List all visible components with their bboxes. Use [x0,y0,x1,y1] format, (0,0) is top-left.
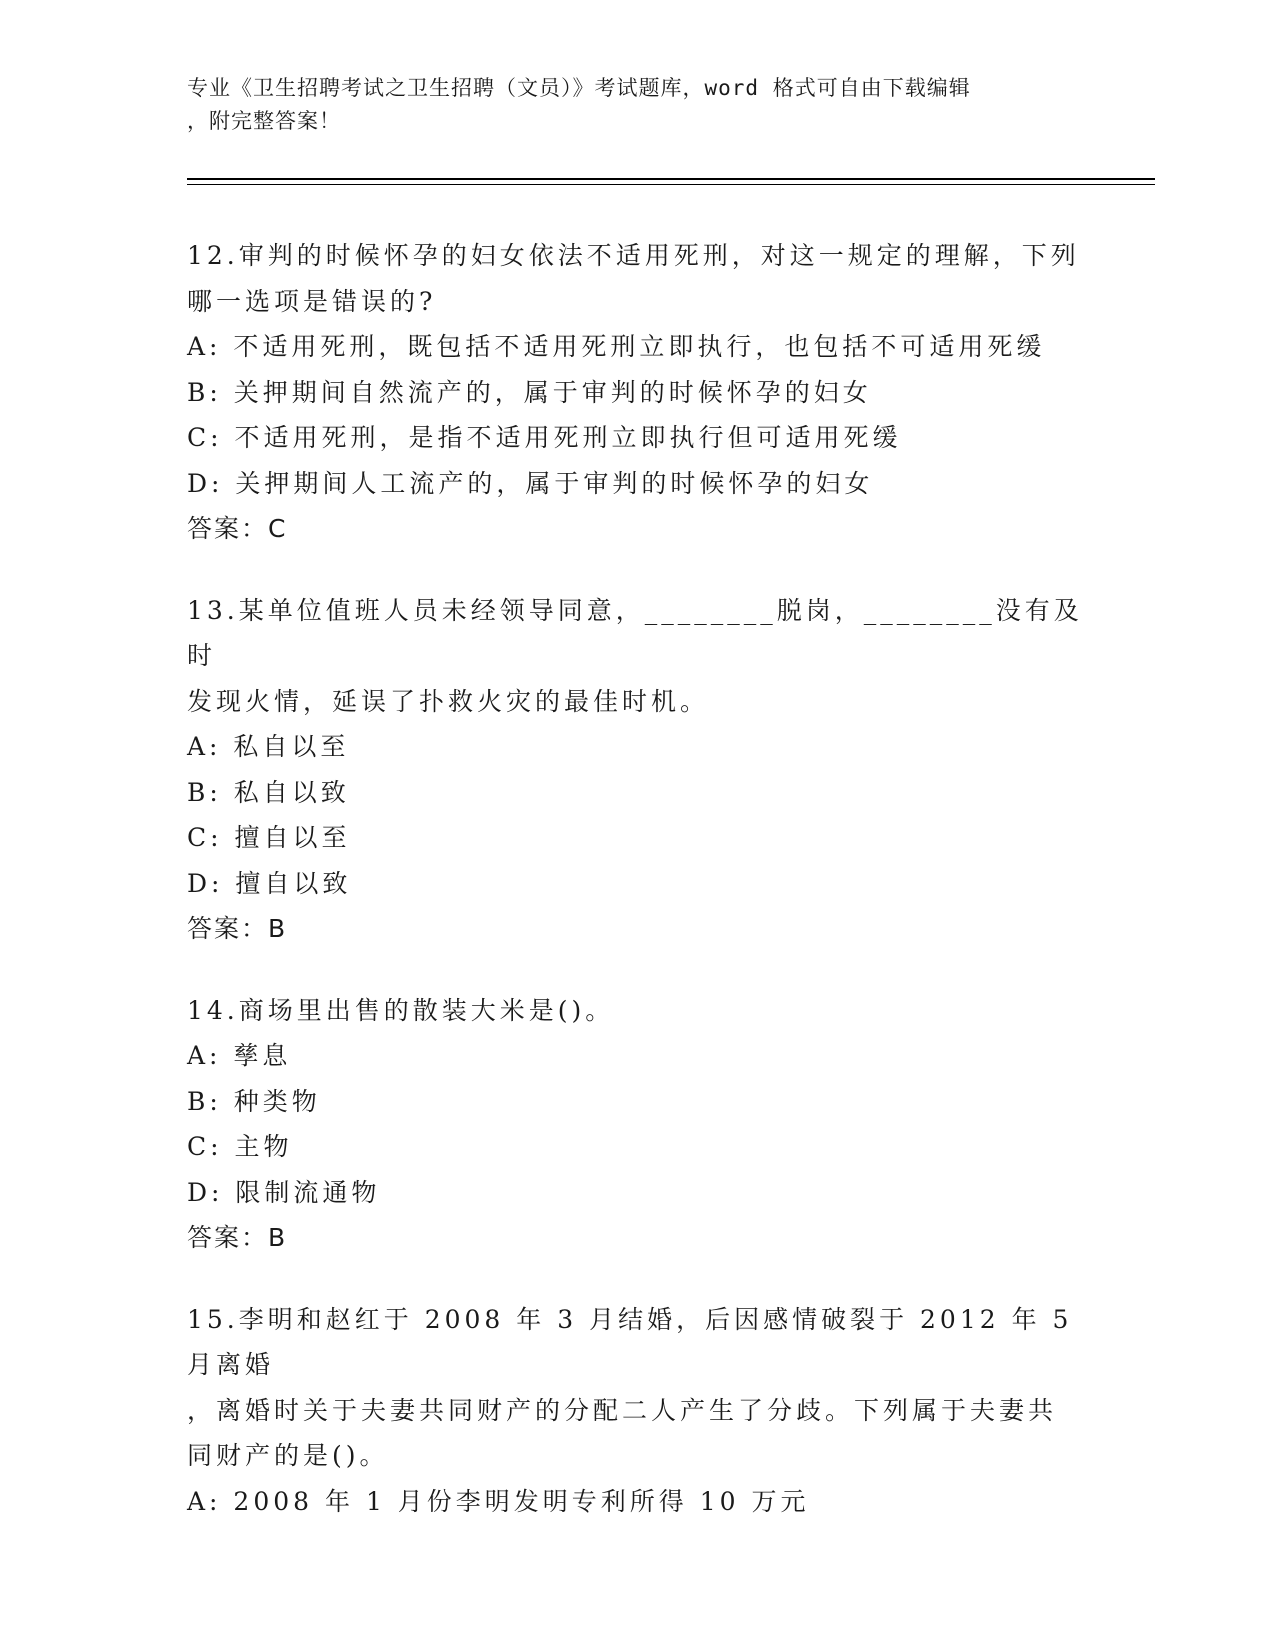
question-text-line: 发现火情，延误了扑救火灾的最佳时机。 [187,686,710,716]
option-d: D: 限制流通物 [187,1177,381,1207]
question-14 [187,988,1087,1261]
option-c: C: 不适用死刑，是指不适用死刑立即执行但可适用死缓 [187,423,902,452]
header-divider-thin [187,184,1155,185]
option-b: B: 私自以致 [187,777,350,807]
question-text-line: 同财产的是()。 [187,1441,389,1470]
option-a: A: 2008 年 1 月份李明发明专利所得 10 万元 [187,1486,810,1516]
option-c: C: 主物 [187,1132,293,1161]
option-a: A: 孳息 [187,1041,292,1070]
answer-label: 答案：C [187,514,288,543]
option-a: A: 私自以至 [187,732,350,761]
option-a: A: 不适用死刑，既包括不适用死刑立即执行，也包括不可适用死缓 [187,332,1046,361]
question-text-line: 14.商场里出售的散装大米是()。 [187,995,615,1025]
question-text-line: 12.审判的时候怀孕的妇女依法不适用死刑，对这一规定的理解，下列 [187,241,1080,270]
header-line-1: 专业《卫生招聘考试之卫生招聘（文员）》考试题库，word 格式可自由下载编辑 [187,76,971,100]
option-d: D: 关押期间人工流产的，属于审判的时候怀孕的妇女 [187,468,874,498]
question-13 [187,588,1087,952]
header-line-2: ，附完整答案！ [187,109,341,133]
document-header [187,72,1087,138]
question-15 [187,1297,1087,1525]
question-text-line: 13.某单位值班人员未经领导同意，________脱岗，________没有及时 [187,595,1083,670]
question-text-line: ，离婚时关于夫妻共同财产的分配二人产生了分歧。下列属于夫妻共 [187,1395,1058,1425]
option-b: B: 关押期间自然流产的，属于审判的时候怀孕的妇女 [187,377,872,407]
answer-label: 答案：B [187,1223,288,1252]
question-text-line: 哪一选项是错误的? [187,286,437,316]
question-text-line: 15.李明和赵红于 2008 年 3 月结婚，后因感情破裂于 2012 年 5 月离婚 [187,1304,1073,1379]
header-divider-thick [187,178,1155,180]
option-b: B: 种类物 [187,1086,321,1116]
question-list [187,233,1087,1560]
option-d: D: 擅自以致 [187,868,352,898]
answer-label: 答案：B [187,914,288,943]
question-12 [187,233,1087,552]
option-c: C: 擅自以至 [187,823,351,852]
